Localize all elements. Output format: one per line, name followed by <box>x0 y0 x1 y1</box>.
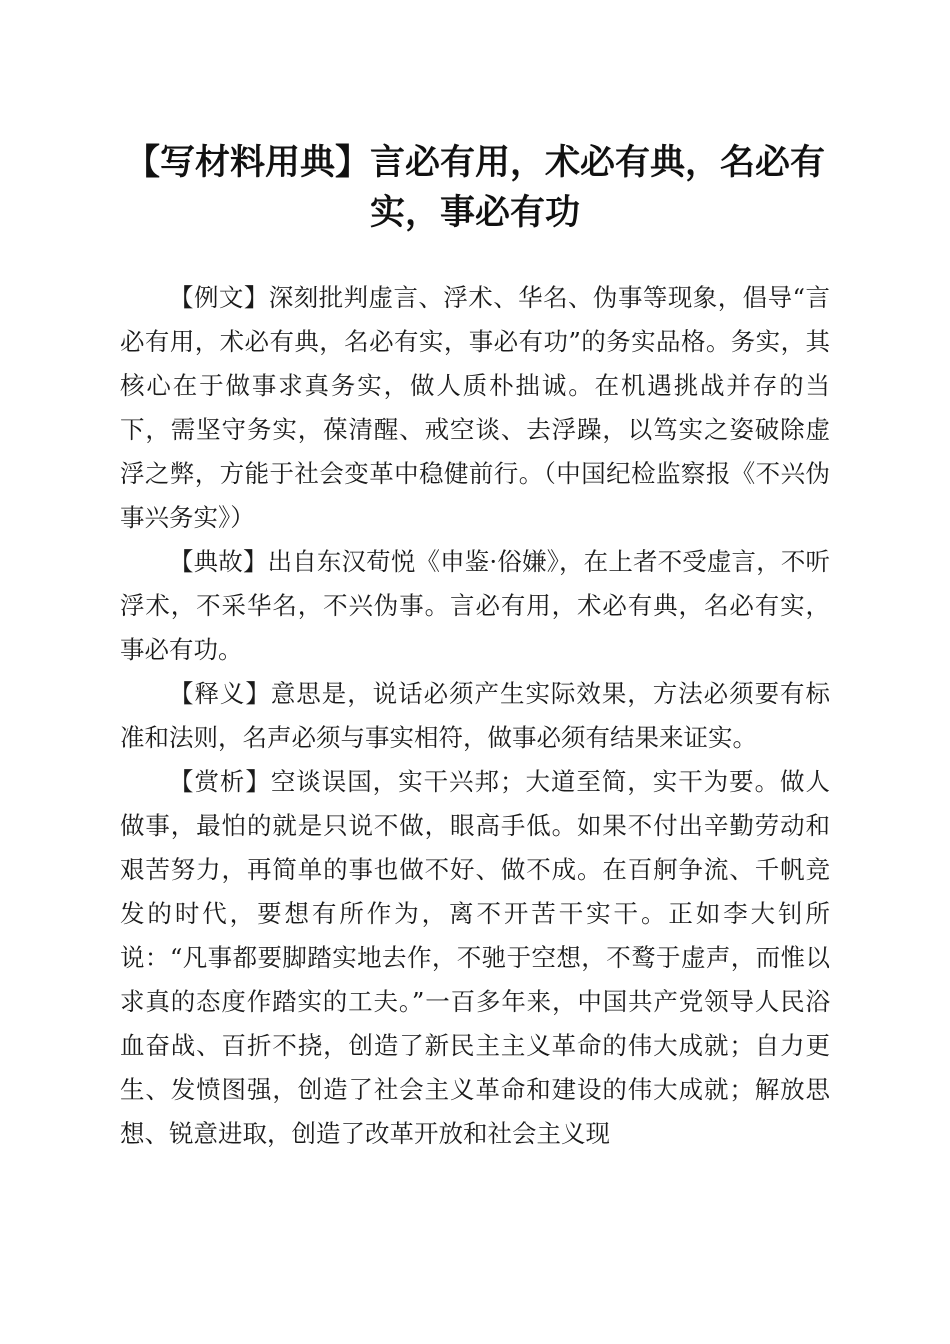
paragraph-example: 【例文】深刻批判虚言、浮术、华名、伪事等现象，倡导“言必有用，术必有典，名必有实，事必有功”的务实品格。务实，其核心在于做事求真务实，做人质朴拙诚。在机遇挑战并存的当下，需坚守务实，葆清醒、戒空谈、去浮躁，以笃实之姿破除虚浮之弊，方能于社会变革中稳健前行。（中国纪检监察报《不兴伪事兴务实》） <box>120 283 830 532</box>
paragraph-appreciation: 【赏析】空谈误国，实干兴邦；大道至简，实干为要。做人做事，最怕的就是只说不做，眼高手低。如果不付出辛勤劳动和艰苦努力，再简单的事也做不好、做不成。在百舸争流、千帆竞发的时代，要想有所作为，离不开苦干实干。正如李大钊所说：“凡事都要脚踏实地去作，不驰于空想，不鹜于虚声，而惟以求真的态度作踏实的工夫。”一百多年来，中国共产党领导人民浴血奋战、百折不挠，创造了新民主主义革命的伟大成就；自力更生、发愤图强，创造了社会主义革命和建设的伟大成就；解放思想、锐意进取，创造了改革开放和社会主义现 <box>120 767 830 1148</box>
document-title: 【写材料用典】言必有用，术必有典，名必有实，事必有功 <box>124 142 825 233</box>
paragraph-allusion: 【典故】出自东汉荀悦《申鉴·俗嫌》，在上者不受虚言，不听浮术，不采华名，不兴伪事。言必有用，术必有典，名必有实，事必有功。 <box>120 547 830 664</box>
document-body <box>120 276 830 1156</box>
paragraph-interpretation: 【释义】意思是，说话必须产生实际效果，方法必须要有标准和法则，名声必须与事实相符，做事必须有结果来证实。 <box>120 679 830 752</box>
